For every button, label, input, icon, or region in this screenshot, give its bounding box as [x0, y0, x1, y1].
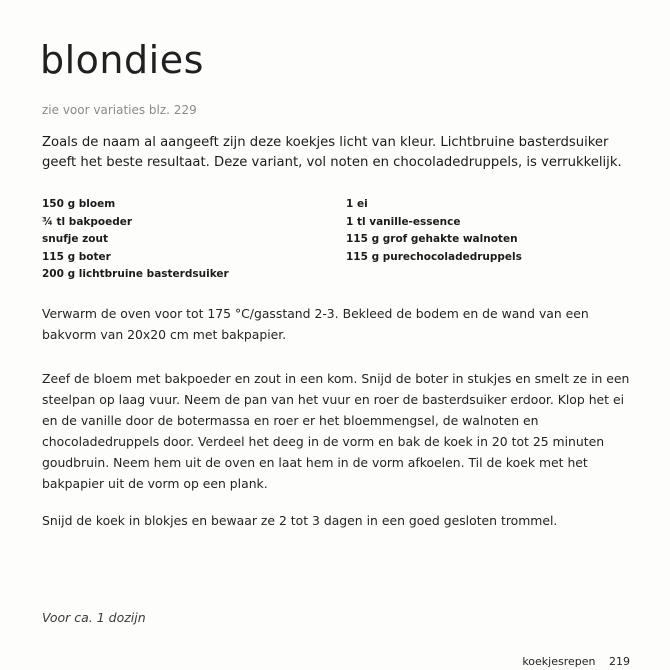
ingredient-item: 115 g grof gehakte walnoten [346, 233, 518, 245]
ingredient-item: 200 g lichtbruine basterdsuiker [42, 268, 229, 280]
ingredients-left-column [42, 196, 229, 284]
ingredient-item: 150 g bloem [42, 198, 116, 210]
footer-section-name: koekjesrepen [522, 655, 596, 668]
ingredient-item: ¾ tl bakpoeder [42, 215, 133, 228]
page-footer [522, 655, 630, 668]
intro-text: Zoals de naam al aangeeft zijn deze koekjes licht van kleur. Lichtbruine basterdsuiker geeft het beste resultaat. Deze variant, vol noten en chocoladedruppels, is verrukkelijk. [42, 135, 622, 170]
method-step-mix-bake: Zeef de bloem met bakpoeder en zout in een kom. Snijd de boter in stukjes en smelt ze in een steelpan op laag vuur. Neem de pan van het vuur en roer de basterdsuiker erdoor. Klop het ei en de vanille door de botermassa en roer er het bloemmengsel, de walnoten en chocoladedruppels door. Verdeel het deeg in de vorm en bak de koek in 20 tot 25 minuten goudbruin. Neem hem uit de oven en laat hem in de vorm afkoelen. Til de koek met het bakpapier uit de vorm op een plank. [42, 371, 630, 491]
ingredients-right-column [346, 196, 522, 266]
ingredient-item: 1 tl vanille-essence [346, 215, 461, 228]
method-step-preheat: Verwarm de oven voor tot 175 °C/gasstand 2-3. Bekleed de bodem en de wand van een bakvorm van 20x20 cm met bakpapier. [42, 306, 589, 342]
recipe-title: blondies [40, 38, 204, 82]
ingredient-item: 1 ei [346, 198, 368, 210]
ingredient-item: snufje zout [42, 233, 108, 245]
ingredient-item: 115 g purechocoladedruppels [346, 250, 522, 263]
page-number: 219 [609, 655, 630, 668]
variations-note: zie voor variaties blz. 229 [42, 103, 197, 117]
yield-note: Voor ca. 1 dozijn [42, 610, 146, 625]
ingredient-item: 115 g boter [42, 250, 111, 263]
method-step-serve: Snijd de koek in blokjes en bewaar ze 2 tot 3 dagen in een goed gesloten trommel. [42, 513, 558, 528]
